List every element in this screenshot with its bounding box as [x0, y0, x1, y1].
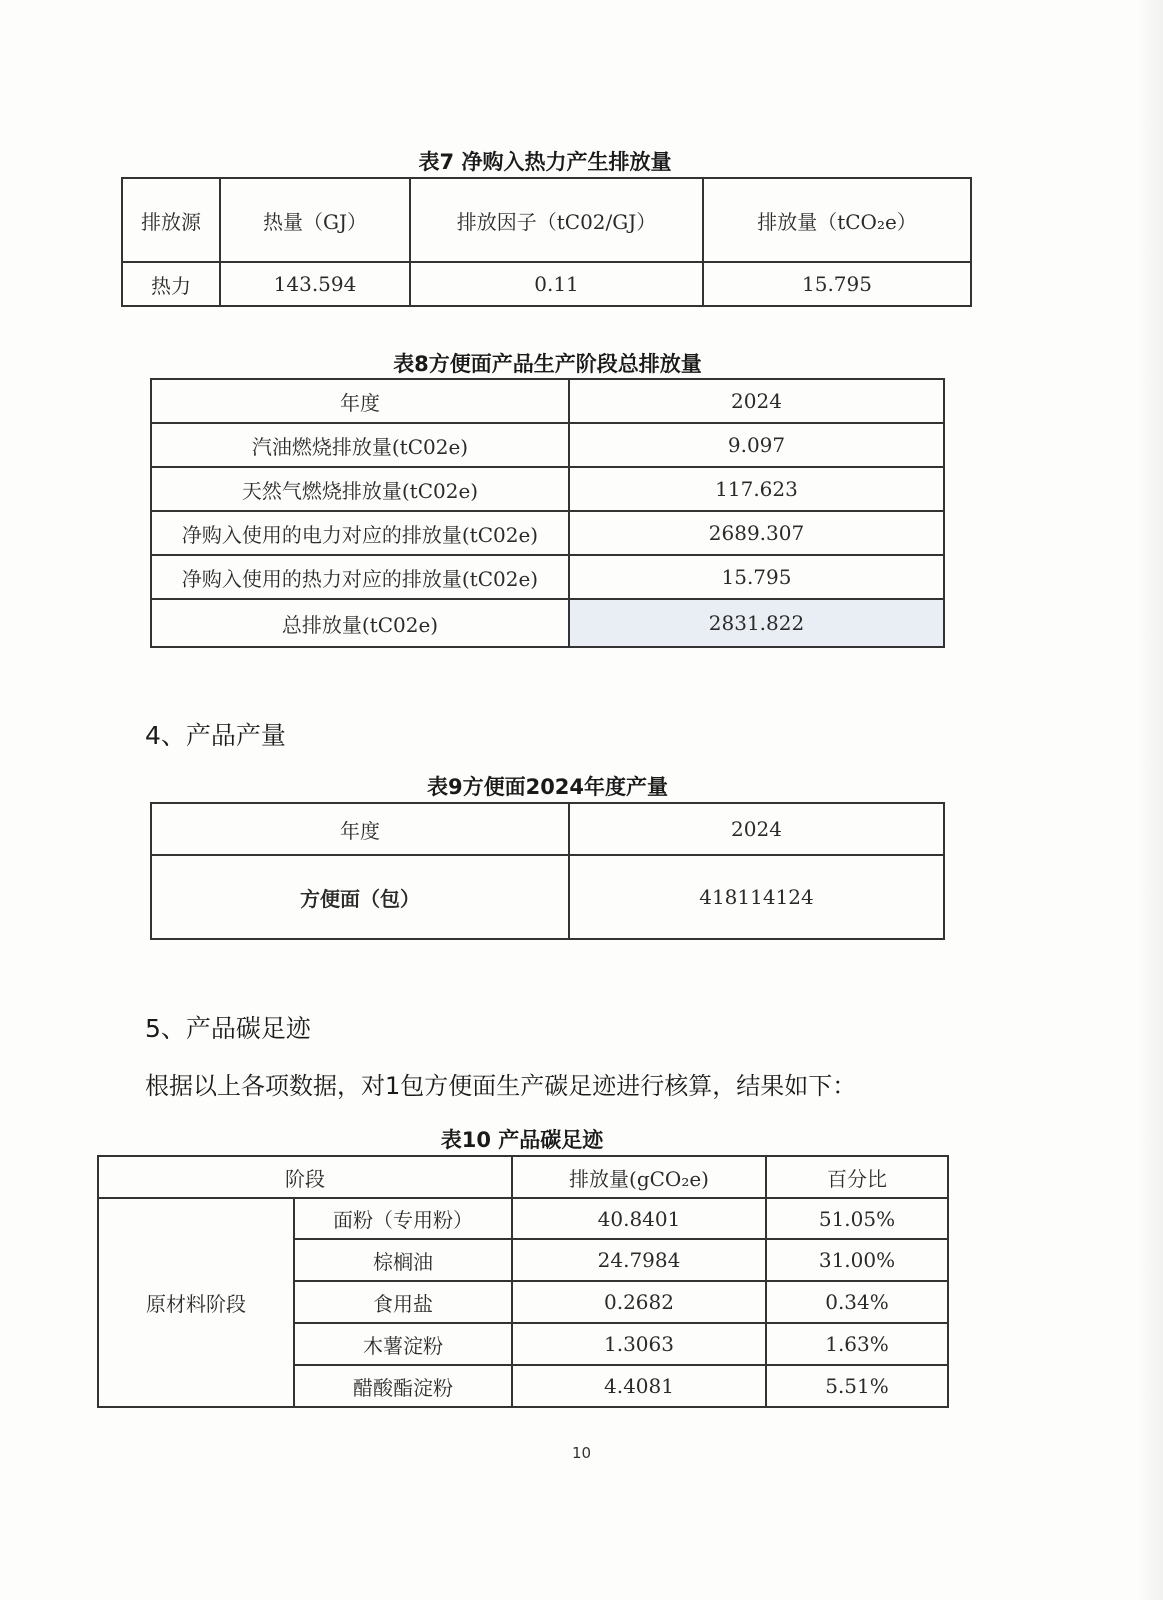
table10-percent: 5.51%	[766, 1365, 948, 1407]
table8-row-label: 净购入使用的热力对应的排放量(tC02e)	[151, 555, 569, 599]
table10-percent: 31.00%	[766, 1239, 948, 1281]
table8-total-label: 总排放量(tC02e)	[151, 599, 569, 647]
page-number: 10	[571, 1444, 592, 1462]
table8-row-value: 2689.307	[569, 511, 944, 555]
table8-row-label: 净购入使用的电力对应的排放量(tC02e)	[151, 511, 569, 555]
table9-caption: 表9方便面2024年度产量	[426, 775, 669, 799]
section4-heading: 4、产品产量	[145, 721, 286, 750]
table8-row-label: 天然气燃烧排放量(tC02e)	[151, 467, 569, 511]
table10-percent: 0.34%	[766, 1281, 948, 1323]
section5-heading: 5、产品碳足迹	[145, 1014, 311, 1043]
table10-header-percent: 百分比	[766, 1156, 948, 1198]
table10-percent: 51.05%	[766, 1198, 948, 1239]
page-edge-shadow	[1137, 0, 1163, 1600]
table7-cell-factor: 0.11	[410, 262, 703, 306]
table7-cell-source: 热力	[122, 262, 220, 306]
table7-header-heat: 热量（GJ）	[220, 178, 410, 262]
table7-header-factor: 排放因子（tC02/GJ）	[410, 178, 703, 262]
table10-emission: 24.7984	[512, 1239, 766, 1281]
table9-product-value: 418114124	[569, 855, 944, 939]
table8-header-year-value: 2024	[569, 379, 944, 423]
table7-header-emission: 排放量（tCO₂e）	[703, 178, 971, 262]
table8-row-value: 9.097	[569, 423, 944, 467]
table8-row-label: 汽油燃烧排放量(tC02e)	[151, 423, 569, 467]
table10-material: 面粉（专用粉）	[294, 1198, 512, 1239]
table10-header-stage: 阶段	[98, 1156, 512, 1198]
table8-row-value: 117.623	[569, 467, 944, 511]
table8-header-year-label: 年度	[151, 379, 569, 423]
table8-row-value: 15.795	[569, 555, 944, 599]
table10	[97, 1155, 949, 1408]
table10-emission: 0.2682	[512, 1281, 766, 1323]
table7	[121, 177, 972, 307]
table10-material: 棕榈油	[294, 1239, 512, 1281]
table10-header-emission: 排放量(gCO₂e)	[512, 1156, 766, 1198]
table7-cell-heat: 143.594	[220, 262, 410, 306]
table8-caption: 表8方便面产品生产阶段总排放量	[393, 352, 702, 376]
table10-caption: 表10 产品碳足迹	[440, 1128, 604, 1152]
table10-emission: 1.3063	[512, 1323, 766, 1365]
table7-header-source: 排放源	[122, 178, 220, 262]
table10-emission: 40.8401	[512, 1198, 766, 1239]
table10-material: 木薯淀粉	[294, 1323, 512, 1365]
table9-header-year-label: 年度	[151, 803, 569, 855]
table9-product-label: 方便面（包）	[151, 855, 569, 939]
table10-stage-cell: 原材料阶段	[98, 1198, 294, 1407]
table7-cell-emission: 15.795	[703, 262, 971, 306]
table10-material: 食用盐	[294, 1281, 512, 1323]
table9	[150, 802, 945, 940]
section5-paragraph: 根据以上各项数据，对1包方便面生产碳足迹进行核算，结果如下：	[145, 1072, 857, 1100]
table10-percent: 1.63%	[766, 1323, 948, 1365]
table9-header-year-value: 2024	[569, 803, 944, 855]
table8	[150, 378, 945, 648]
table10-material: 醋酸酯淀粉	[294, 1365, 512, 1407]
table7-caption: 表7 净购入热力产生排放量	[418, 150, 672, 174]
table10-emission: 4.4081	[512, 1365, 766, 1407]
table8-total-value: 2831.822	[569, 599, 944, 647]
